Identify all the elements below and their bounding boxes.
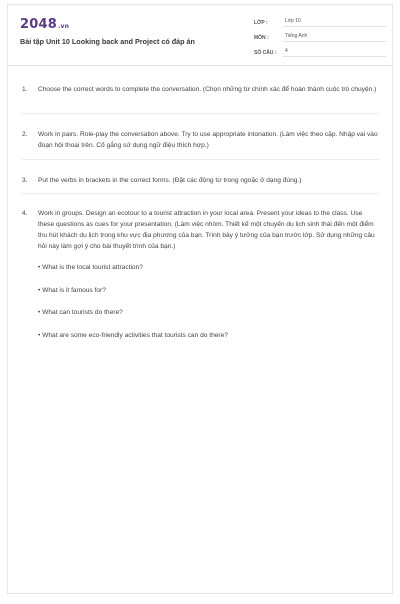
cue-item: • What is it famous for? (38, 286, 106, 294)
question-4-body (38, 208, 380, 352)
question-1 (22, 84, 380, 95)
site-logo[interactable] (20, 17, 69, 32)
cue-item: • What is the local tourist attraction? (38, 264, 143, 271)
meta-value-socau: 4 (283, 48, 386, 57)
cue-item: • What are some eco-friendly activities that tourists can do there? (38, 331, 228, 339)
meta-value-mon: Tiếng Anh (283, 33, 386, 42)
document-header (8, 5, 392, 66)
document-title: Bài tập Unit 10 Looking back and Project có đáp án (20, 37, 195, 46)
question-number: 3. (22, 177, 28, 184)
question-divider (22, 159, 380, 160)
document-page (7, 4, 393, 594)
logo-text: 2048 (20, 17, 57, 32)
question-divider (22, 193, 380, 194)
question-number: 1. (22, 86, 28, 93)
question-text: Work in groups. Design an ecotour to a tourist attraction in your local area. Present your ideas to the class. Use these questions as cues for your presentation. (Làm việc nhóm. Thiết kế một chuyến du lịch sinh thái đến một điểm thu hút khách du lịch trong khu vực địa phương của bạn. Trình bày ý tưởng của bạn trước lớp. Sử dụng những câu hỏi này làm gợi ý cho bài thuyết trình của bạn.) (38, 210, 375, 250)
question-text: Put the verbs in brackets in the correct forms. (Đặt các động từ trong ngoặc ở dạng đúng.) (38, 177, 302, 184)
question-3 (22, 175, 380, 186)
question-2 (22, 129, 380, 151)
question-divider (22, 113, 380, 114)
question-4 (22, 208, 380, 352)
question-text: Choose the correct words to complete the conversation. (Chọn những từ chính xác để hoàn thành cuộc trò chuyện.) (38, 86, 377, 93)
meta-label-lop: LỚP : (254, 19, 268, 26)
document-meta (254, 15, 386, 60)
meta-row-socau (254, 45, 386, 60)
meta-label-socau: SỐ CÂU : (254, 49, 277, 56)
meta-row-lop (254, 15, 386, 30)
meta-label-mon: MÔN : (254, 34, 269, 41)
meta-value-lop: Lớp 10 (283, 18, 386, 27)
question-number: 2. (22, 131, 28, 138)
cue-item: • What can tourists do there? (38, 309, 123, 316)
question-text: Work in pairs. Role-play the conversation above. Try to use appropriate intonation. (Làm việc theo cặp. Nhập vai vào đoạn hội thoại trên. Cố gắng sử dụng ngữ điệu thích hợp.) (38, 131, 378, 149)
meta-row-mon (254, 30, 386, 45)
logo-tld: .vn (57, 23, 70, 30)
cue-list (38, 262, 380, 341)
question-number: 4. (22, 210, 28, 217)
